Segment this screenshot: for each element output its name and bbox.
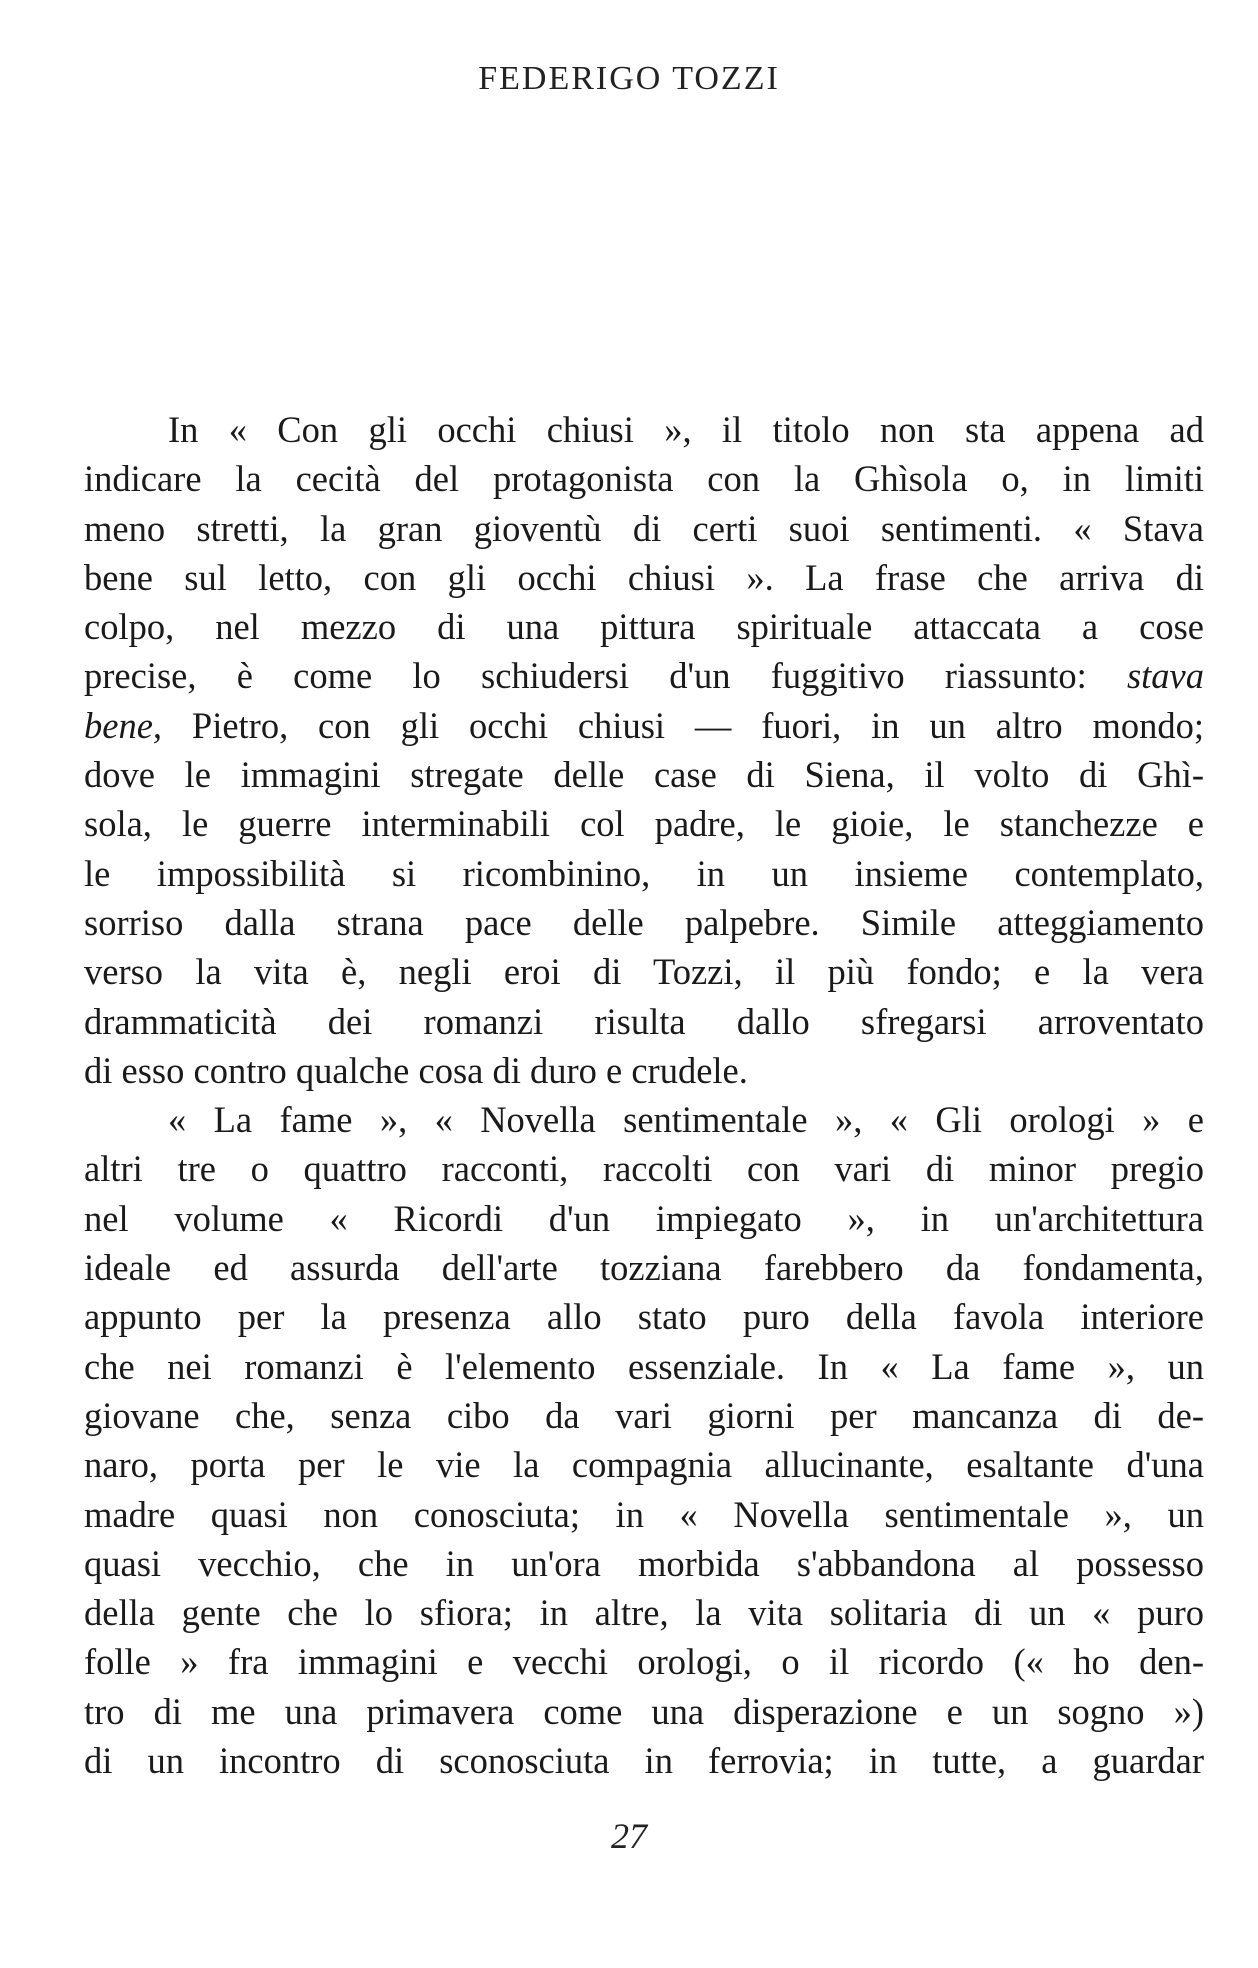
- text-line: le impossibilità si ricombinino, in un insieme contemplato,: [84, 852, 1204, 894]
- text-line: meno stretti, la gran gioventù di certi suoi sentimenti. « Stava: [84, 507, 1204, 549]
- text-line: ideale ed assurda dell'arte tozziana farebbero da fondamenta,: [84, 1247, 1204, 1289]
- running-head: FEDERIGO TOZZI: [478, 60, 780, 97]
- text-line: tro di me una primavera come una disperazione e un sogno »): [84, 1690, 1204, 1732]
- body-text: [84, 405, 1204, 1785]
- text-line: folle » fra immagini e vecchi orologi, o il ricordo (« ho den-: [84, 1641, 1204, 1683]
- text-line: nel volume « Ricordi d'un impiegato », in un'architettura: [84, 1197, 1204, 1239]
- text-line: drammaticità dei romanzi risulta dallo sfregarsi arroventato: [84, 1000, 1204, 1042]
- text-line: madre quasi non conosciuta; in « Novella sentimentale », un: [84, 1493, 1204, 1535]
- text-line: [84, 651, 1204, 700]
- text-line: colpo, nel mezzo di una pittura spirituale attaccata a cose: [84, 606, 1204, 648]
- text-line: dove le immagini stregate delle case di Siena, il volto di Ghì-: [84, 754, 1204, 796]
- italic-phrase: stava: [1126, 655, 1204, 697]
- text-line: di esso contro qualche cosa di duro e crudele.: [84, 1049, 748, 1091]
- text-line: altri tre o quattro racconti, raccolti con vari di minor pregio: [84, 1148, 1204, 1190]
- text-line: giovane che, senza cibo da vari giorni per mancanza di de-: [84, 1394, 1204, 1436]
- text-line: verso la vita è, negli eroi di Tozzi, il più fondo; e la vera: [84, 951, 1204, 993]
- text-line: indicare la cecità del protagonista con la Ghìsola o, in limiti: [84, 458, 1204, 500]
- text-line: bene sul letto, con gli occhi chiusi ». La frase che arriva di: [84, 556, 1204, 598]
- paragraph-1: [84, 405, 1204, 1095]
- text-line: sola, le guerre interminabili col padre, le gioie, le stanchezze e: [84, 803, 1204, 845]
- text-line: [84, 701, 1204, 750]
- text-line: In « Con gli occhi chiusi », il titolo non sta appena ad: [168, 409, 1204, 450]
- text-line: appunto per la presenza allo stato puro della favola interiore: [84, 1296, 1204, 1338]
- text-segment: precise, è come lo schiudersi d'un fuggitivo riassunto:: [84, 655, 1087, 697]
- italic-phrase: bene,: [84, 704, 163, 746]
- text-line: quasi vecchio, che in un'ora morbida s'abbandona al possesso: [84, 1542, 1204, 1584]
- text-line: di un incontro di sconosciuta in ferrovia; in tutte, a guardar: [84, 1740, 1204, 1782]
- paragraph-2: [84, 1095, 1204, 1785]
- text-segment: Pietro, con gli occhi chiusi — fuori, in un altro mondo;: [191, 704, 1204, 746]
- text-line: naro, porta per le vie la compagnia allucinante, esaltante d'una: [84, 1444, 1204, 1486]
- text-line: della gente che lo sfiora; in altre, la vita solitaria di un « puro: [84, 1592, 1204, 1634]
- text-line: che nei romanzi è l'elemento essenziale. In « La fame », un: [84, 1345, 1204, 1387]
- text-line: « La fame », « Novella sentimentale », « Gli orologi » e: [168, 1099, 1204, 1141]
- page-number: 27: [611, 1816, 647, 1856]
- text-line: sorriso dalla strana pace delle palpebre. Simile atteggiamento: [84, 901, 1204, 943]
